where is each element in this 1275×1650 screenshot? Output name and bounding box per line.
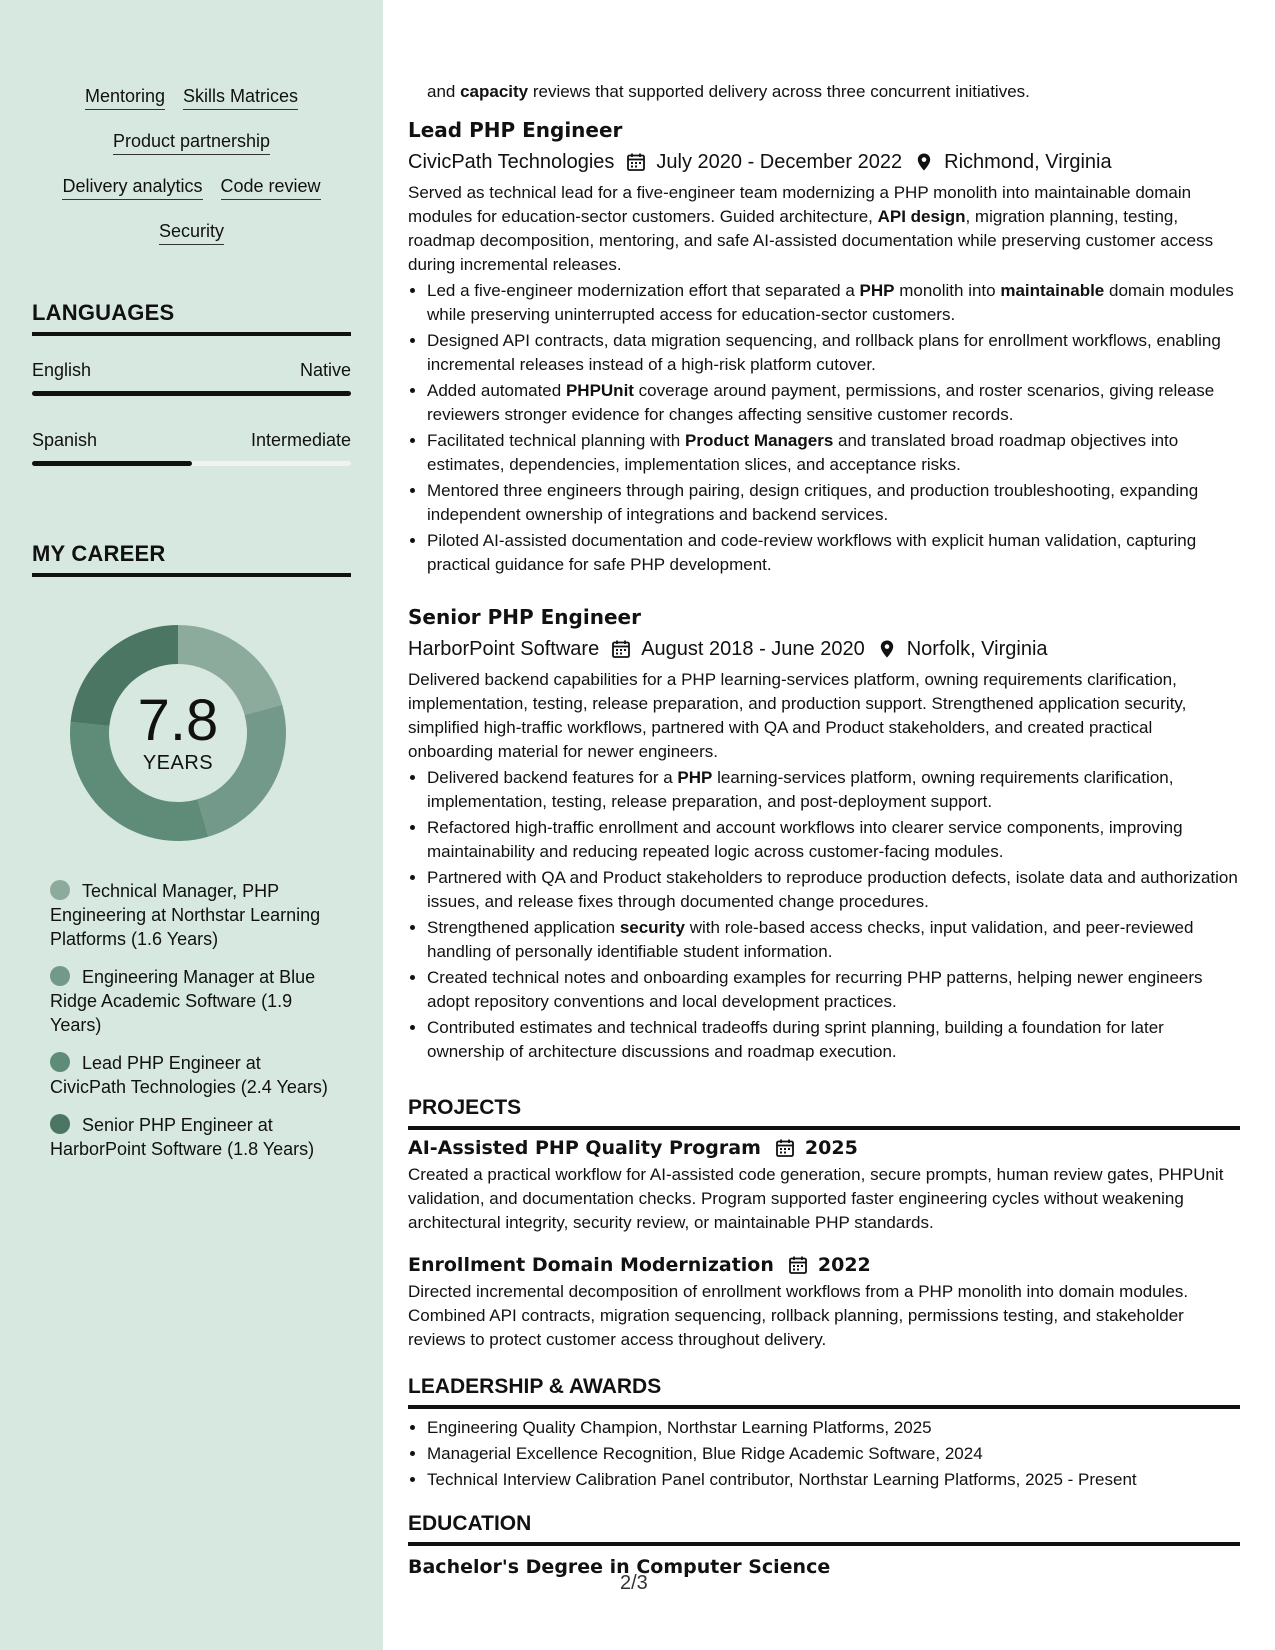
project-title-row [408,1135,1240,1161]
skill-tag: Security [159,219,224,245]
text-span: and [427,82,461,101]
job-bullets [408,766,1240,1064]
text-bold: PHP [859,281,895,300]
language-bar-fill [32,461,192,466]
career-legend-item [50,965,340,1037]
carry-over-text [427,80,1237,104]
calendar-icon [626,152,646,172]
language-bar [32,391,351,396]
list-item: • Partnered with QA and Product stakeholders to reproduce production defects, isolate data and authorization issues, and release fixes through documented change procedures. [427,866,1240,914]
career-legend-item [50,1051,340,1099]
list-item: • Technical Interview Calibration Panel contributor, Northstar Learning Platforms, 2025 - Present [427,1468,1240,1492]
location-pin-icon [877,639,897,659]
project-desc: Created a practical workflow for AI-assisted code generation, secure prompts, human review gates, PHPUnit validation, and documentation checks. Program supported faster engineering cycles without weakening architectural integrity, security review, or maintainable PHP standards. [408,1165,1224,1232]
language-english [32,358,351,396]
career-total: 7.8 [137,688,219,753]
text-span: reviews that supported delivery across three concurrent initiatives. [528,82,1030,101]
skill-tag: Skills Matrices [183,84,298,110]
career-donut-center [65,620,291,846]
text-bold: API design [877,207,966,226]
calendar-icon [775,1138,795,1158]
list-item: • Piloted AI-assisted documentation and code-review workflows with explicit human validation, capturing practical guidance for safe PHP development. [427,529,1240,577]
language-bar-fill [32,391,351,396]
career-label: Lead PHP Engineer at CivicPath Technologies (2.4 Years) [50,1053,328,1097]
skill-row [32,174,351,200]
text-span: Served as technical lead for a five-engineer team modernizing a PHP monolith into maintainable domain modules for education-sector customers. Guided architecture, [408,183,1192,226]
project-item [408,1135,1240,1235]
language-level: Intermediate [250,430,351,450]
page-number: 2/3 [620,1572,648,1594]
skill-row [32,84,351,110]
skill-tag: Code review [221,174,321,200]
list-item [427,766,1240,814]
project-item [408,1252,1240,1352]
legend-dot [50,1114,70,1134]
job-dates: August 2018 - June 2020 [641,638,865,660]
job-lead-php [408,116,1240,579]
career-legend-item [50,879,340,951]
languages-heading: LANGUAGES [32,300,351,336]
text-span: coverage around payment, permissions, and roster scenarios, giving release reviewers stronger evidence for changes affecting sensitive customer records. [427,381,1215,424]
career-label: Senior PHP Engineer at HarborPoint Software (1.8 Years) [50,1115,315,1159]
skill-tag: Mentoring [85,84,165,110]
project-title-row [408,1252,1240,1278]
language-level: Native [299,360,351,380]
text-span: and translated broad roadmap objectives into estimates, dependencies, implementation slices, and acceptance risks. [427,431,1179,474]
job-location: Richmond, Virginia [944,151,1112,173]
list-item [427,379,1240,427]
text-bold: maintainable [1000,281,1105,300]
text-span: monolith into [894,281,1001,300]
text-span: Led a five-engineer modernization effort that separated a [427,281,860,300]
job-summary: Delivered backend capabilities for a PHP learning-services platform, owning requirements clarification, implementation, testing, release preparation, and production support. Strengthened application security, simplified high-traffic workflows, partnered with QA and Product stakeholders, and created practical onboarding material for newer engineers. [408,670,1187,761]
text-bold: capacity [460,82,529,101]
text-span: learning-services platform, owning requirements clarification, implementation, testing, release preparation, and post-deployment support. [427,768,1174,811]
career-legend [50,879,340,1175]
sidebar [0,0,383,1650]
calendar-icon [788,1255,808,1275]
legend-dot [50,1052,70,1072]
text-span: Strengthened application [427,918,620,937]
text-span: domain modules while preserving uninterrupted access for education-sector customers. [427,281,1234,324]
job-title: Lead PHP Engineer [408,118,623,142]
list-item: • Designed API contracts, data migration sequencing, and rollback plans for enrollment workflows, enabling incremental releases instead of a high-risk platform cutover. [427,329,1240,377]
list-item: • Mentored three engineers through pairing, design critiques, and production troubleshooting, expanding independent ownership of integrations and backend services. [427,479,1240,527]
career-unit: YEARS [142,752,214,774]
list-item [427,429,1240,477]
list-item [427,279,1240,327]
job-company: CivicPath Technologies [408,151,615,173]
list-item: • Created technical notes and onboarding examples for recurring PHP patterns, helping newer engineers adopt repository conventions and local development practices. [427,966,1240,1014]
text-bold: PHPUnit [565,381,634,400]
project-year: 2022 [817,1254,871,1276]
project-title: Enrollment Domain Modernization [408,1254,774,1276]
career-label: Engineering Manager at Blue Ridge Academic Software (1.9 Years) [50,967,316,1035]
projects-heading: PROJECTS [408,1094,1240,1130]
awards-list [408,1416,1240,1494]
awards-heading: LEADERSHIP & AWARDS [408,1373,1240,1409]
list-item: • Managerial Excellence Recognition, Blue Ridge Academic Software, 2024 [427,1442,1240,1466]
project-desc: Directed incremental decomposition of enrollment workflows from a PHP monolith into domain modules. Combined API contracts, migration sequencing, rollback planning, permissions testing, and stakeholder reviews to protect customer access throughout delivery. [408,1282,1189,1349]
degree-title: Bachelor's Degree in Computer Science [408,1556,831,1578]
text-span: , migration planning, testing, roadmap decomposition, mentoring, and safe AI-assisted documentation while preserving customer access during incremental releases. [408,207,1214,274]
education-heading: EDUCATION [408,1510,1240,1546]
text-span: Facilitated technical planning with [427,431,685,450]
job-company: HarborPoint Software [408,638,600,660]
career-heading: MY CAREER [32,541,351,577]
job-meta [408,635,1240,663]
text-span: with role-based access checks, input validation, and peer-reviewed handling of personally identifiable student information. [427,918,1194,961]
job-location: Norfolk, Virginia [906,638,1048,660]
text-bold: security [619,918,686,937]
skill-tag: Product partnership [113,129,270,155]
language-bar [32,461,351,466]
skill-tag: Delivery analytics [62,174,202,200]
text-bold: PHP [677,768,713,787]
legend-dot [50,966,70,986]
legend-dot [50,880,70,900]
list-item: • Refactored high-traffic enrollment and account workflows into clearer service components, improving maintainability and reducing repeated logic across customer-facing modules. [427,816,1240,864]
language-spanish [32,428,351,466]
list-item [427,916,1240,964]
list-item: • Contributed estimates and technical tradeoffs during sprint planning, building a foundation for later ownership of architecture discussions and roadmap execution. [427,1016,1240,1064]
calendar-icon [611,639,631,659]
job-meta [408,148,1240,176]
text-span: Delivered backend features for a [427,768,678,787]
skill-row [32,219,351,245]
job-bullets [408,279,1240,577]
skills-cloud [32,84,351,264]
skill-row [32,129,351,155]
project-year: 2025 [804,1137,858,1159]
job-summary [408,181,1240,277]
language-name: English [32,360,92,380]
location-pin-icon [914,152,934,172]
text-span: Added automated [427,381,566,400]
career-legend-item [50,1113,340,1161]
job-title: Senior PHP Engineer [408,605,641,629]
language-name: Spanish [32,430,98,450]
career-label: Technical Manager, PHP Engineering at Northstar Learning Platforms (1.6 Years) [50,881,321,949]
text-bold: Product Managers [684,431,834,450]
job-dates: July 2020 - December 2022 [656,151,903,173]
project-title: AI-Assisted PHP Quality Program [408,1137,761,1159]
list-item: • Engineering Quality Champion, Northstar Learning Platforms, 2025 [427,1416,1240,1440]
job-senior-php [408,603,1240,1066]
